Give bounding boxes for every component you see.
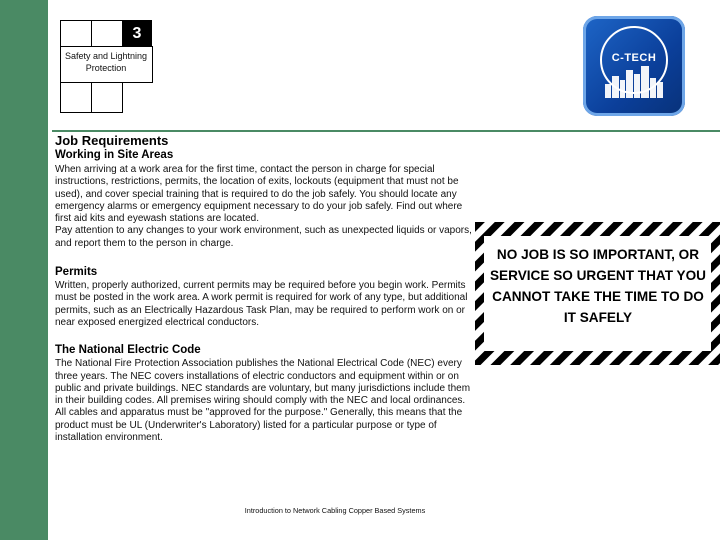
footer-caption: Introduction to Network Cabling Copper Based Systems (244, 506, 426, 515)
logo-text: C-TECH (611, 52, 657, 64)
safety-sign-text: NO JOB IS SO IMPORTANT, OR SERVICE SO URGENT THAT YOU CANNOT TAKE THE TIME TO DO IT SAFELY (489, 247, 707, 325)
site-areas-paragraph-1: When arriving at a work area for the first time, contact the person in charge for special instructions, restrictions, permits, the location of exits, lockouts (equipment that must not be used), and cover special training that is required to do the job safely. You should locate any emergency alarms or emergency equipment necessary to do your job safely. Find out where first aid kits and eyewash stations are located. (55, 164, 463, 225)
site-areas-heading: Working in Site Areas (55, 149, 174, 161)
permits-heading: Permits (55, 266, 98, 279)
chapter-label: Safety and Lightning Protection (64, 51, 148, 73)
main-content (55, 133, 475, 444)
site-areas-paragraph-2: Pay attention to any changes to your work environment, such as unexpected liquids or vapors, and report them to the person in charge. (55, 225, 472, 249)
grid-cell-bottom-2 (91, 82, 123, 113)
side-accent-bar (0, 0, 48, 540)
chapter-number: 3 (122, 20, 152, 47)
nec-heading: The National Electric Code (55, 344, 201, 357)
grid-cell-top-1 (60, 20, 92, 47)
header-divider (52, 130, 720, 132)
city-skyline-icon (583, 16, 685, 116)
grid-cell-top-2 (91, 20, 123, 47)
c-tech-logo (583, 16, 685, 116)
permits-paragraph: Written, properly authorized, current permits may be required before you begin work. Permits must be posted in the work area. A work permit is required for work of any type, but additional permits, such as an Electrically Hazardous Task Plan, may be required to perform work on or near exposed energized electrical conductors. (55, 280, 468, 328)
grid-cell-bottom-1 (60, 82, 92, 113)
nec-paragraph: The National Fire Protection Association publishes the National Electrical Code (NEC) every three years. The NEC covers installations of electric conductors and equipment within or on public and private buildings. NEC standards are voluntary, but many jurisdictions include them in their building codes. All premises wiring should comply with the NEC and local ordinances. All cables and apparatus must be "approved for the purpose." Generally, this means that the product must be UL (Underwriter's Laboratory) listed for a particular purpose or type of installation environment. (55, 358, 471, 444)
safety-sign (475, 222, 720, 365)
job-requirements-heading: Job Requirements (55, 133, 169, 148)
